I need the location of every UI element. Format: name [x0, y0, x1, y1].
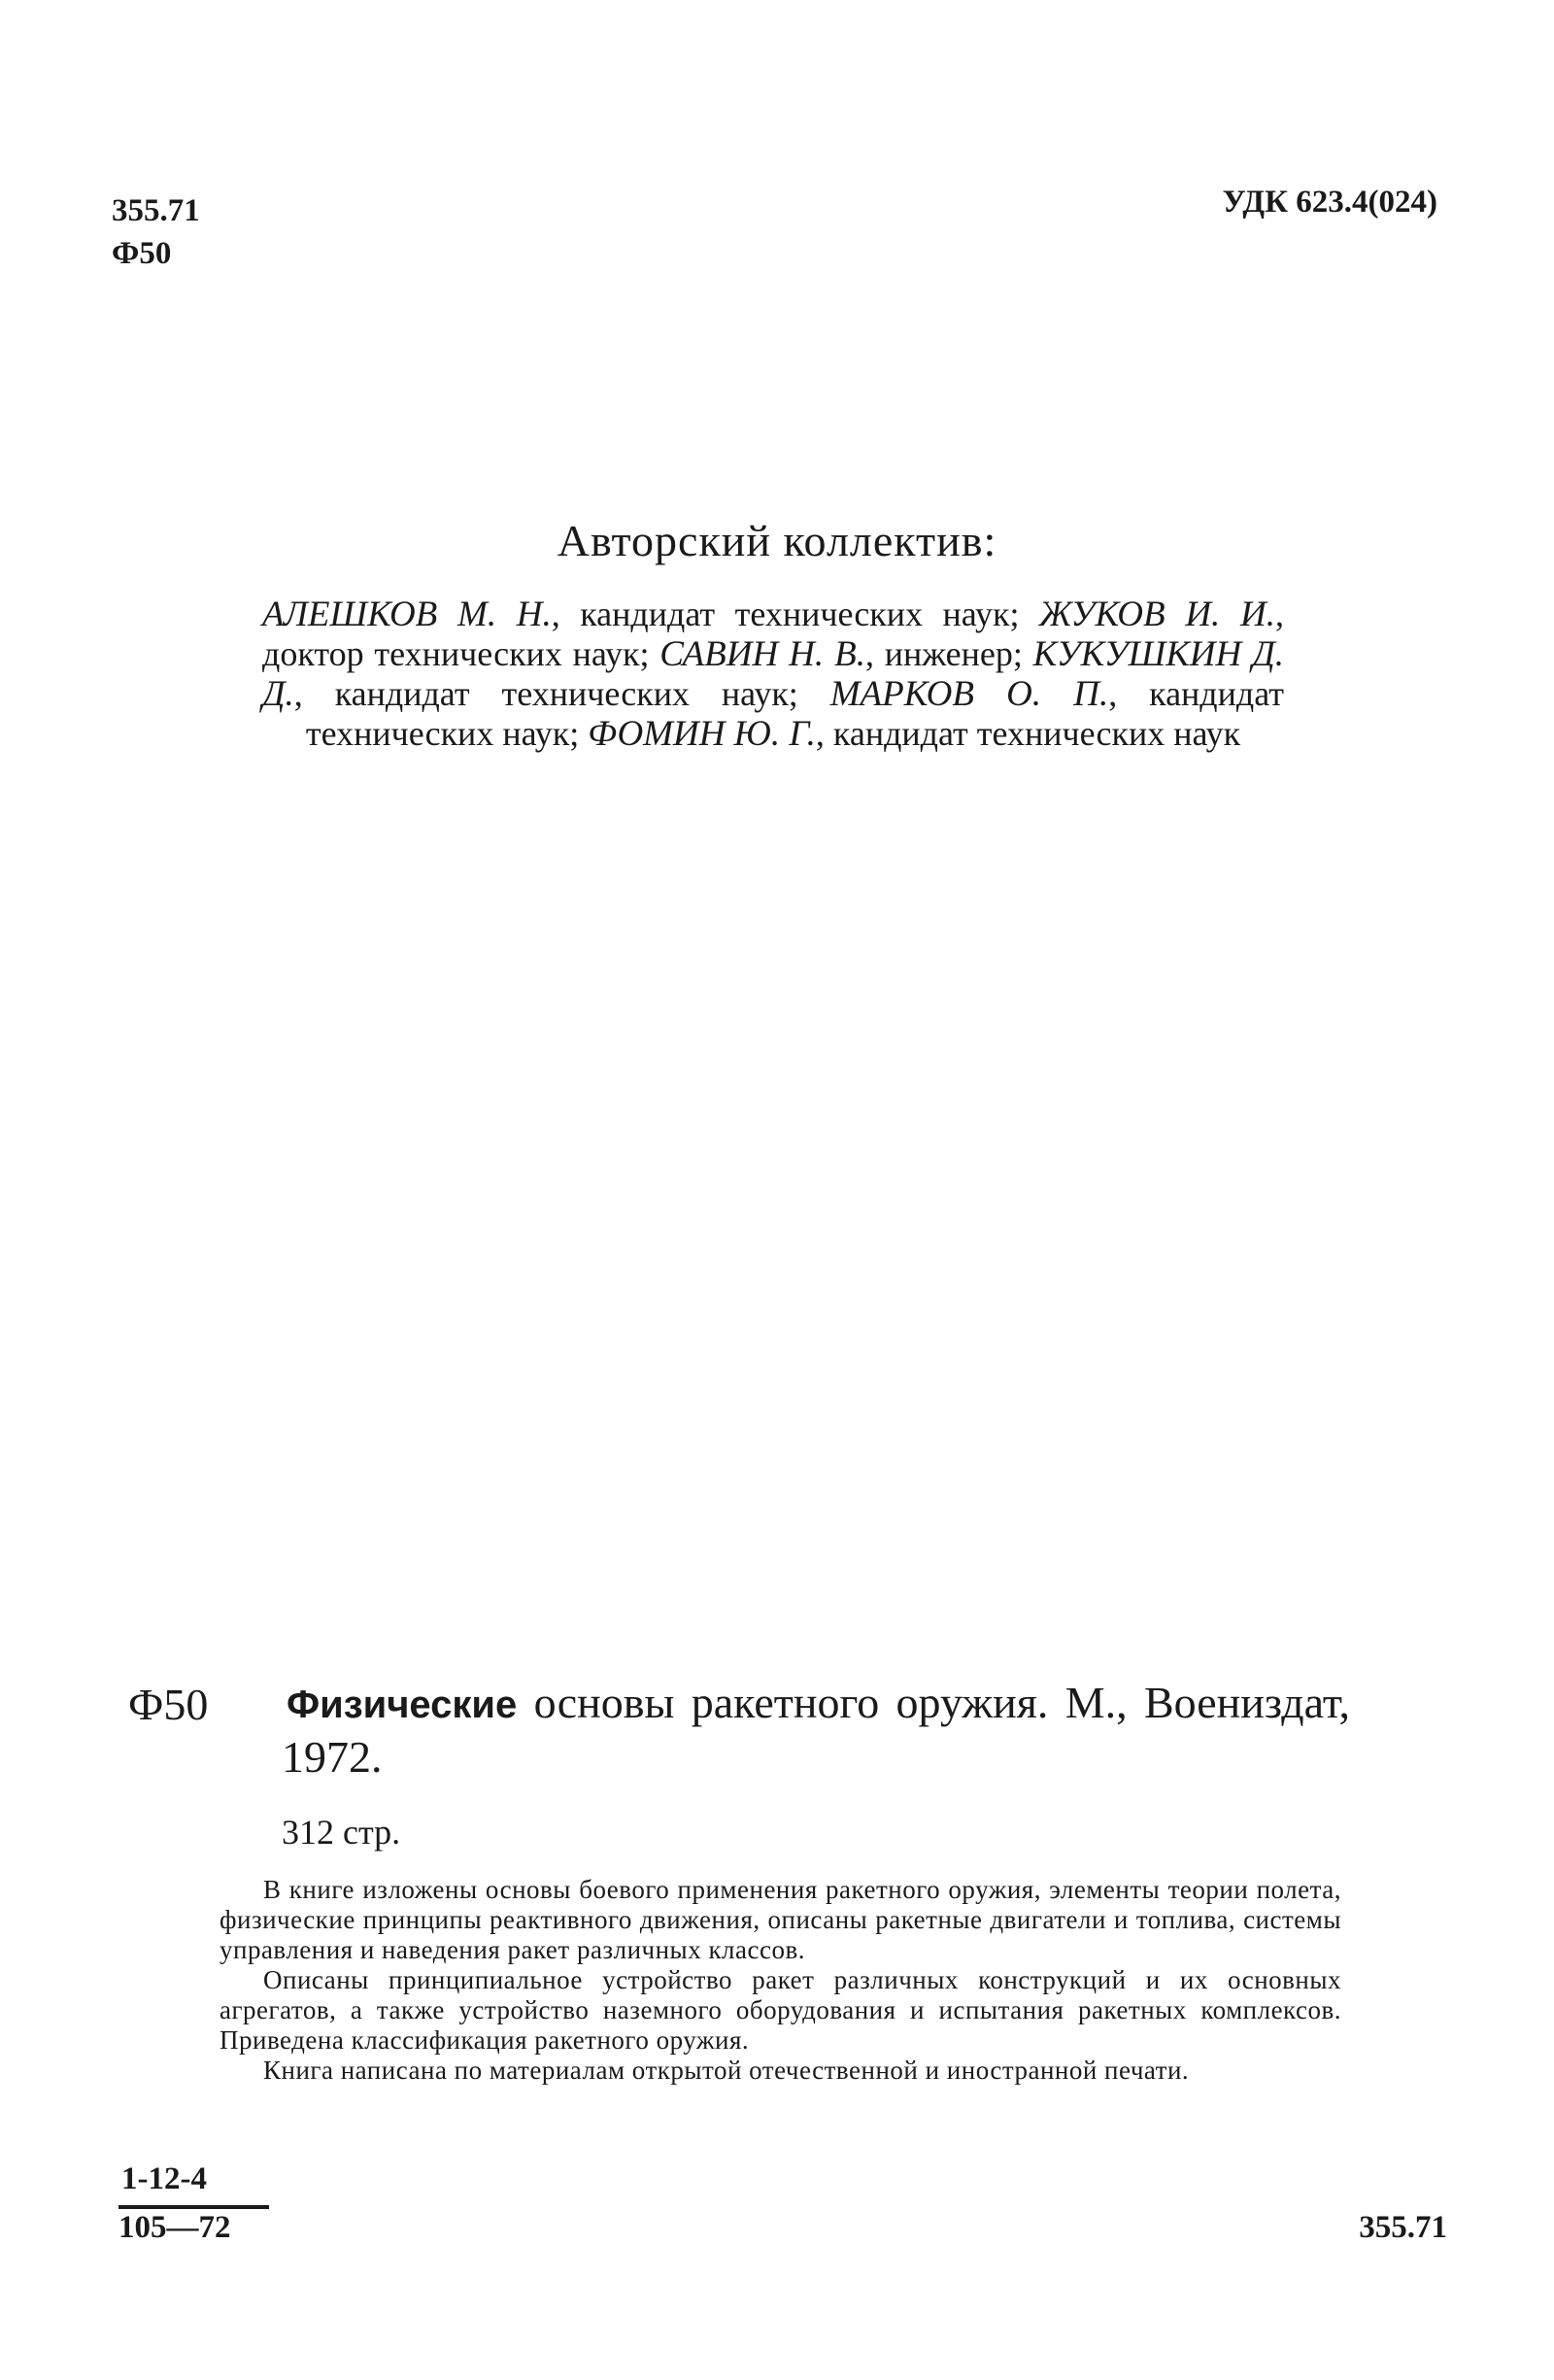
- authors-heading: Авторский коллектив:: [557, 516, 997, 565]
- index-code-top: 1-12-4: [121, 2161, 207, 2196]
- author-degree: , кандидат технических наук: [815, 714, 1241, 753]
- authors-list: [262, 595, 1284, 754]
- classification-codes: [112, 189, 200, 275]
- author-name: ЖУКОВ И. И.: [1038, 595, 1275, 634]
- annotation-paragraph: Книга написана по материалам открытой отечественной и иностранной печати.: [263, 2056, 1190, 2085]
- annotation-paragraph: Описаны принципиальное устройство ракет различных конструкций и их основных агрегатов, а также устройство наземного оборудования и испытания ракетных комплексов. Приведена классификация ракетного оружия.: [220, 1965, 1341, 2055]
- author-name: АЛЕШКОВ М. Н.: [262, 595, 552, 634]
- author-name: МАРКОВ О. П.: [829, 674, 1109, 714]
- author-name: ФОМИН Ю. Г.: [588, 714, 816, 754]
- udk-code: УДК 623.4(024): [1222, 185, 1437, 220]
- annotation: [220, 1875, 1341, 2086]
- author-name: САВИН Н. В.: [659, 634, 865, 674]
- author-degree: , доктор технических наук;: [262, 595, 1284, 673]
- author-degree: , инженер;: [865, 634, 1033, 673]
- page-count: 312 стр.: [282, 1813, 401, 1852]
- book-title: [282, 1677, 1350, 1784]
- index-code-bottom: 105—72: [118, 2210, 231, 2245]
- annotation-paragraph: В книге изложены основы боевого применения ракетного оружия, элементы теории полета, физические принципы реактивного движения, описаны ракетные двигатели и топлива, системы управления и наведения ракет различных классов.: [220, 1875, 1341, 1964]
- catalog-code: Ф50: [128, 1680, 209, 1729]
- fraction-rule: [118, 2205, 269, 2209]
- book-title-rest: основы ракетного оружия. М., Воениздат, 1972.: [282, 1678, 1350, 1782]
- author-degree: , кандидат технических наук;: [305, 674, 1284, 753]
- author-degree: , кандидат технических наук;: [293, 674, 830, 713]
- author-name: КУКУШКИН Д. Д.: [262, 634, 1285, 714]
- bbk-code: 355.71: [112, 193, 200, 228]
- author-degree: , кандидат технических наук;: [551, 595, 1039, 633]
- book-title-bold: Физические: [287, 1683, 518, 1726]
- author-mark: Ф50: [112, 236, 172, 271]
- bbk-code-bottom: 355.71: [1359, 2210, 1447, 2245]
